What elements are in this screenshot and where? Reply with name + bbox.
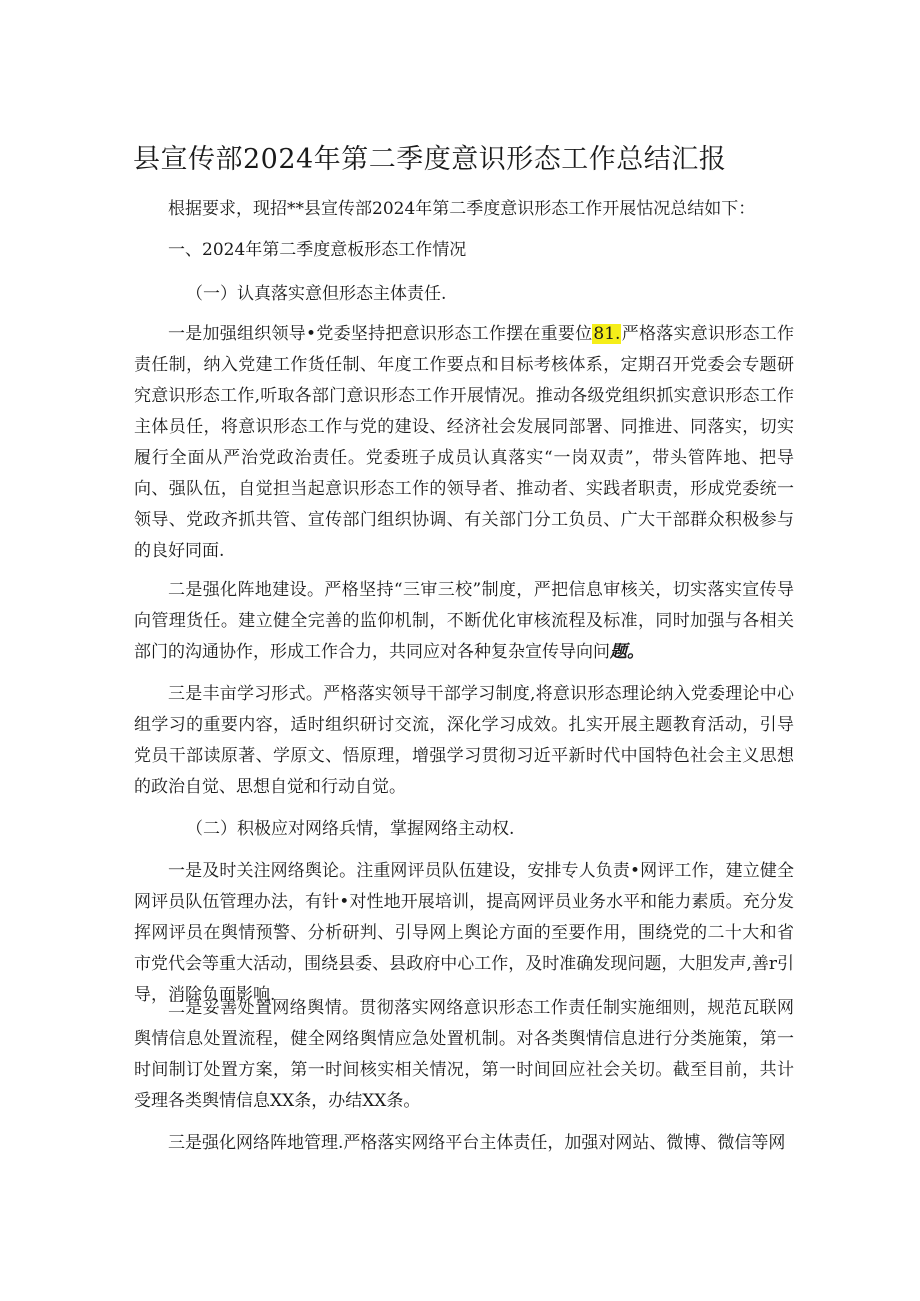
paragraph-learning-forms: 三是丰亩学习形式。严格落实领导干部学习制度,将意识形态理论纳入党委理论中心组学习的重要内容，适时组织研讨交流，深化学习成效。扎实开展主题教育活动，引导党员干部读原著、学原文、悟原理，增强学习贯彻习近平新时代中国特色社会主义思想的政治自觉、思想自觉和行动自觉。	[134, 684, 794, 797]
paragraph-text: 一是加强组织领导•党委坚持把意识形态工作摆在重要位	[168, 324, 593, 344]
paragraph-organization-leadership	[134, 319, 794, 567]
paragraph-text: 二是强化阵地建设。严格坚持“三审三校”制度，严把信息审核关，切实落实宣传导向管理货任。建立健全完善的监仰机制，不断优化审核流程及标准，同时加强与各相关部门的沟通协作，形成工作合力，共同应对各种复杂宣传导向问	[134, 580, 794, 662]
intro-paragraph: 根据要求，现招**县宣传部2024年第二季度意识形态工作开展怙况总结如下：	[168, 199, 756, 219]
paragraph-position-building	[134, 575, 794, 668]
highlighted-text: 81.	[593, 324, 621, 344]
document-title: 县宣传部2024年第二季度意识形态工作总结汇报	[133, 144, 727, 175]
paragraph-network-opinion: 一是及时关注网络舆论。注重网评员队伍建设，安排专人负责•网评工作，建立健全网评员队伍管理办法，有针•对性地开展培训，提高网评员业务水平和能力素质。充分发挥网评员在舆情预警、分析研判、引导网上舆论方面的至要作用，围绕党的二十大和省市党代会等重大活动，围绕县委、县政府中心工作，及时准确发现问题，大胆发声,善r引导，消除负面影响.	[134, 861, 794, 1005]
subsection-2-heading: （二）积极应对网络兵情，掌握网络主动权.	[186, 819, 515, 839]
subsection-1-heading: （一）认真落实意但形态主体责任.	[186, 284, 447, 304]
paragraph-network-position: 三是强化网络阵地管理.严格落实网络平台主体责任，加强对网站、微博、微信等网	[168, 1133, 786, 1153]
section-1-heading: 一、2024年第二季度意板形态工作情况	[168, 240, 467, 260]
paragraph-opinion-handling: 二是妥善处置网络舆情。贯彻落实网络意识形态工作责任制实施细则，规范瓦联网舆情信息处置流程，健全网络舆情应急处置机制。对各类舆情信息进行分类施策，第一时间制订处置方案，第一时间核实相关情况，第一时间回应社会关切。截至目前，共计受理各类舆情信息XX条，办结XX条。	[134, 998, 794, 1111]
paragraph-text: 严格落实意识形态工作责任制，纳入党建工作货任制、年度工作要点和目标考核体系，定期召开党委会专题研究意识形态工作,听取各部门意识形态工作开展情况。推动各级党组织抓实意识形态工作主体员任，将意识形态工作与党的建设、经济社会发展同部署、同推进、同落实，切实履行全面从严治党政治责任。党委班子成员认真落实“一岗双责”，带头管阵地、把导向、强队伍，自觉担当起意识形态工作的领导者、推动者、实践者职责，形成党委统一领导、党政齐抓共管、宣传部门组织协调、有关部门分工负员、广大干部群众积极参与的良好同面.	[134, 324, 795, 561]
styled-text: 题。	[610, 642, 644, 662]
